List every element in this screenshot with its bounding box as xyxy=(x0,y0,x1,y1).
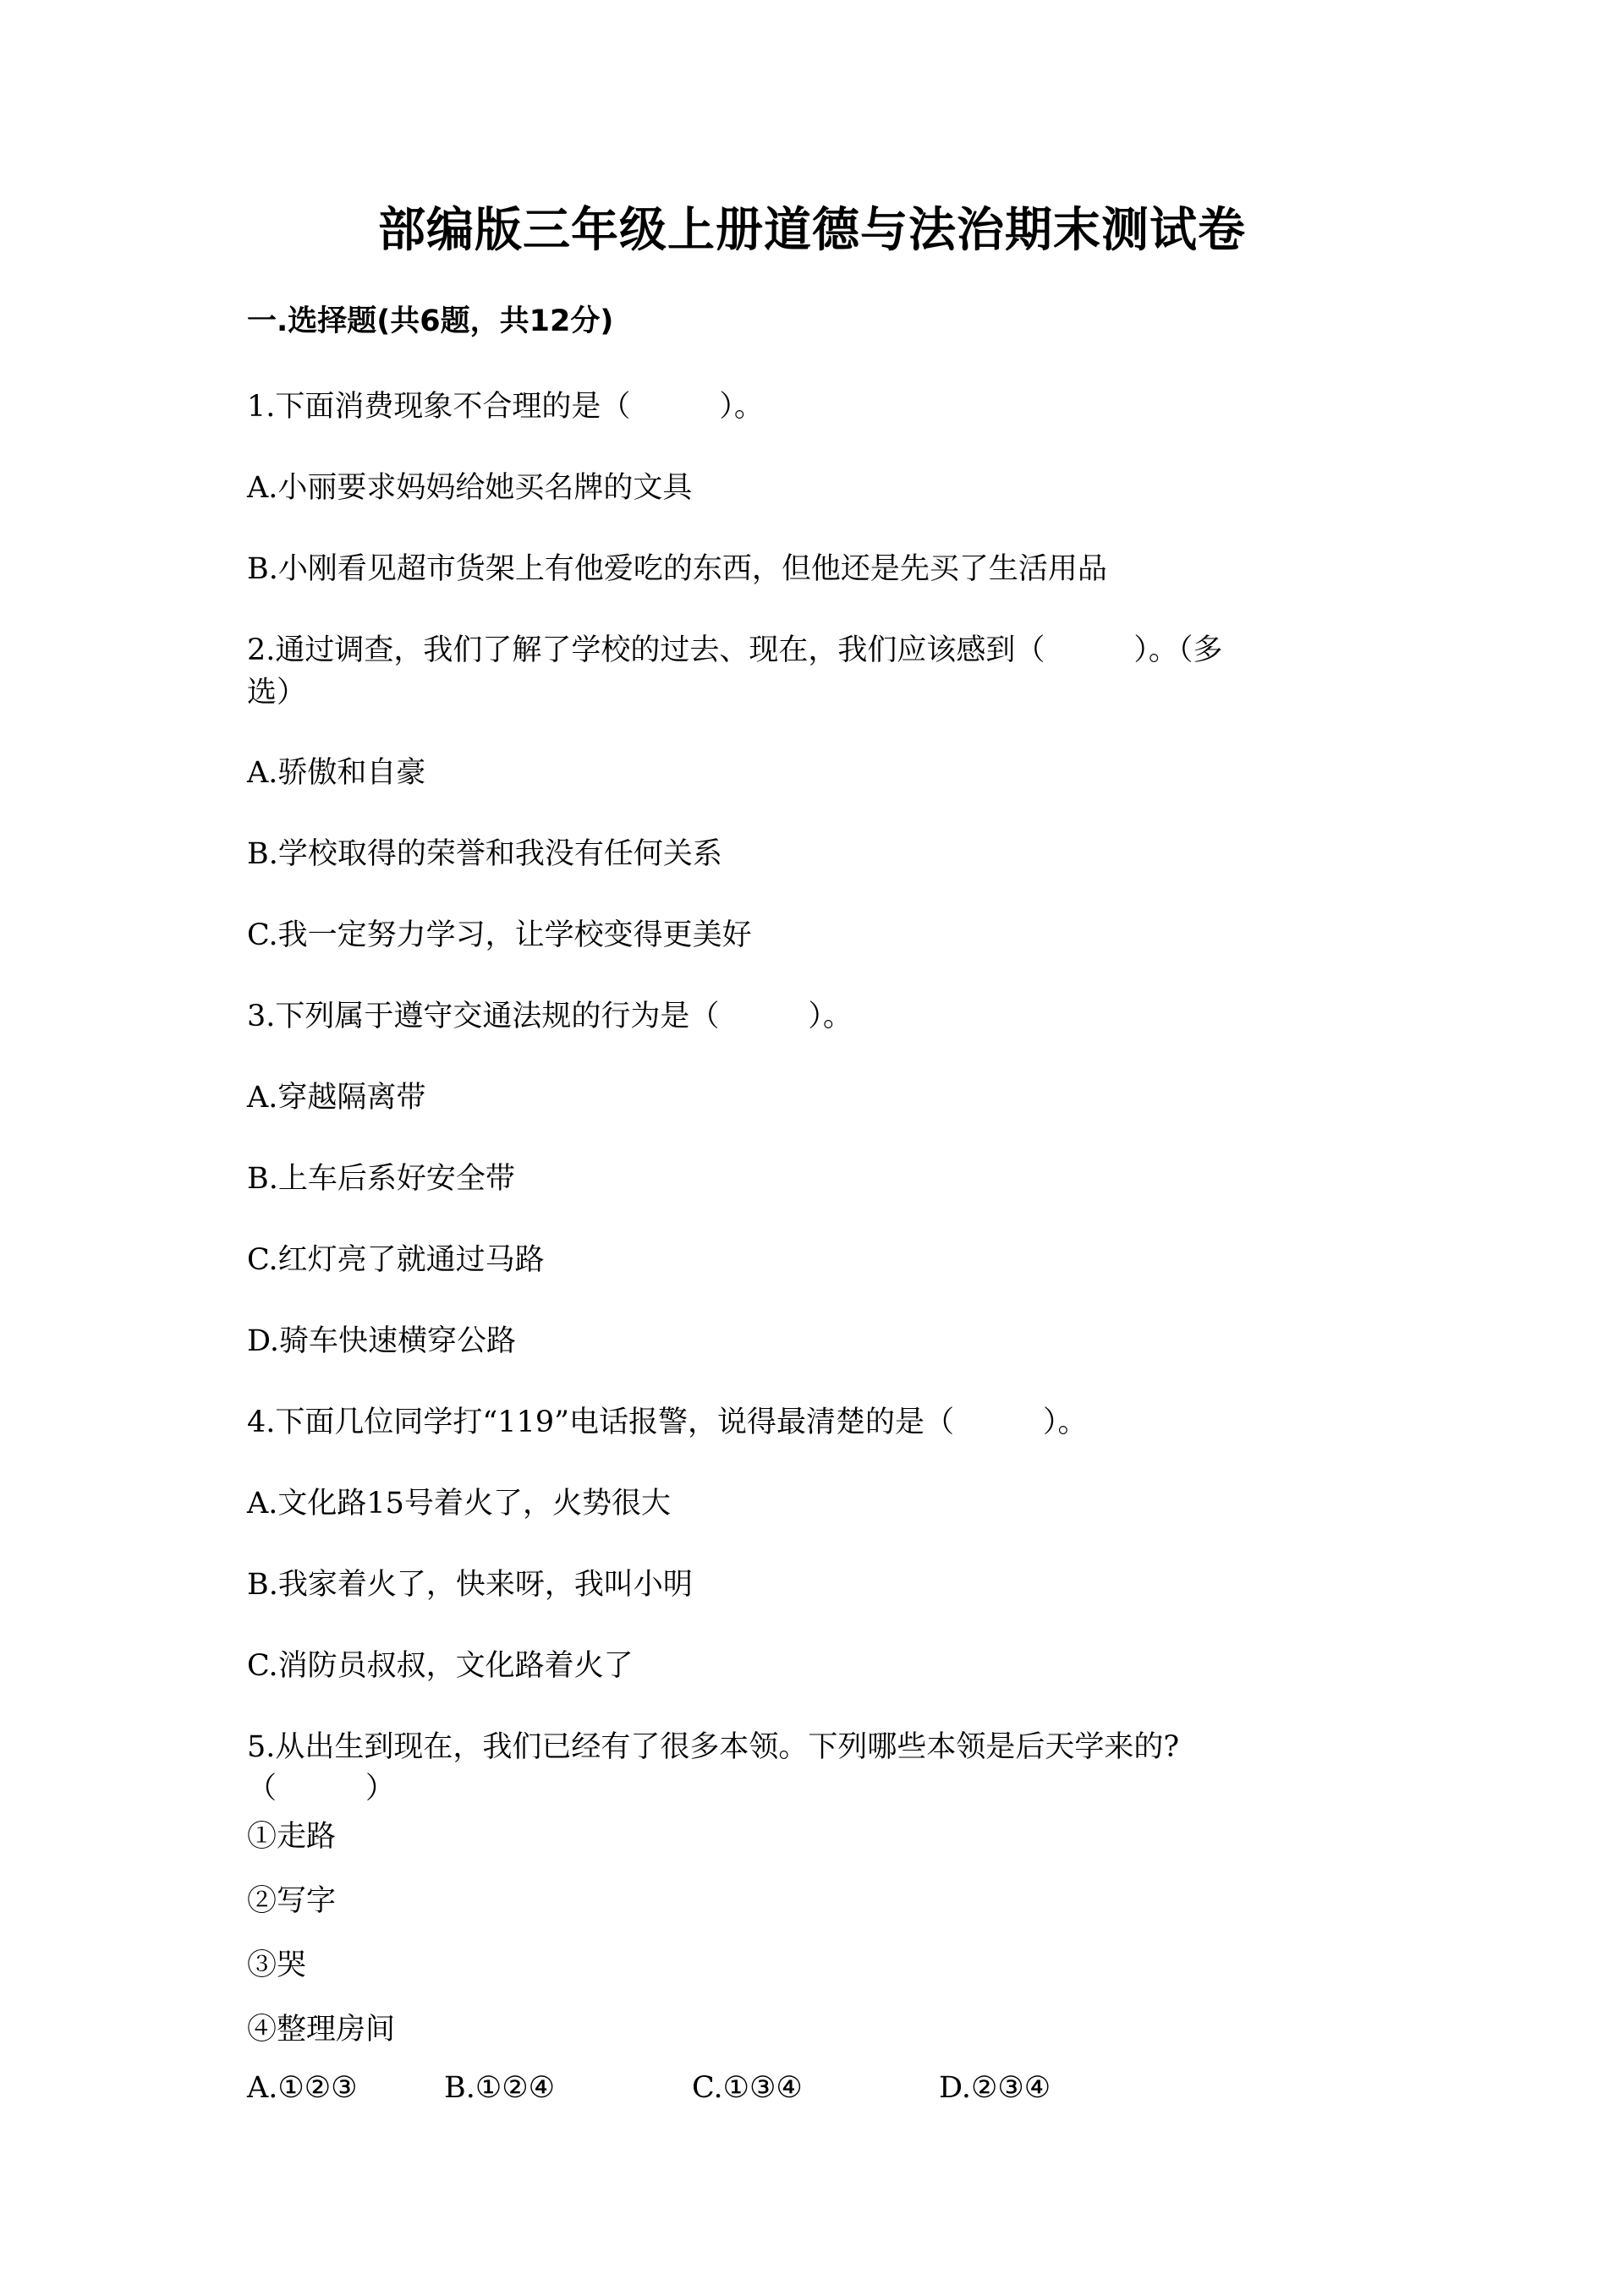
question-5-stem-continued: （ ） xyxy=(247,1772,396,1806)
question-1-option-a: A.小丽要求妈妈给她买名牌的文具 xyxy=(247,471,693,505)
question-3-option-b: B.上车后系好安全带 xyxy=(247,1162,515,1196)
question-4-option-a: A.文化路15号着火了，火势很大 xyxy=(247,1487,671,1521)
question-3-option-c: C.红灯亮了就通过马路 xyxy=(247,1243,545,1277)
question-3-stem: 3.下列属于遵守交通法规的行为是（ ）。 xyxy=(247,1000,853,1033)
question-2-stem-continued: 选） xyxy=(247,676,307,710)
question-5-item-4: ④整理房间 xyxy=(247,2013,396,2047)
question-5-option-b: B.①②④ xyxy=(444,2071,555,2105)
question-5-option-c: C.①③④ xyxy=(692,2071,803,2105)
question-1-stem: 1.下面消费现象不合理的是（ ）。 xyxy=(247,390,764,424)
question-5-item-3: ③哭 xyxy=(247,1948,307,1982)
page-title: 部编版三年级上册道德与法治期末测试卷 xyxy=(378,202,1246,258)
question-2-stem: 2.通过调查，我们了解了学校的过去、现在，我们应该感到（ ）。（多 xyxy=(247,633,1223,667)
question-4-option-b: B.我家着火了，快来呀，我叫小明 xyxy=(247,1568,693,1602)
question-2-option-a: A.骄傲和自豪 xyxy=(247,756,426,790)
question-5-item-1: ①走路 xyxy=(247,1820,337,1854)
question-5-option-d: D.②③④ xyxy=(939,2071,1051,2105)
question-1-option-b: B.小刚看见超市货架上有他爱吃的东西，但他还是先买了生活用品 xyxy=(247,552,1107,586)
question-3-option-d: D.骑车快速横穿公路 xyxy=(247,1324,516,1358)
question-2-option-b: B.学校取得的荣誉和我没有任何关系 xyxy=(247,837,722,871)
question-5-option-a: A.①②③ xyxy=(247,2071,358,2105)
question-3-option-a: A.穿越隔离带 xyxy=(247,1081,426,1115)
question-4-option-c: C.消防员叔叔，文化路着火了 xyxy=(247,1649,634,1683)
section-heading: 一.选择题(共6题，共12分) xyxy=(247,304,614,338)
question-2-option-c: C.我一定努力学习，让学校变得更美好 xyxy=(247,918,752,952)
question-5-stem: 5.从出生到现在，我们已经有了很多本领。下列哪些本领是后天学来的? xyxy=(247,1730,1180,1764)
question-4-stem: 4.下面几位同学打“119”电话报警，说得最清楚的是（ ）。 xyxy=(247,1406,1088,1439)
question-5-item-2: ②写字 xyxy=(247,1884,337,1918)
